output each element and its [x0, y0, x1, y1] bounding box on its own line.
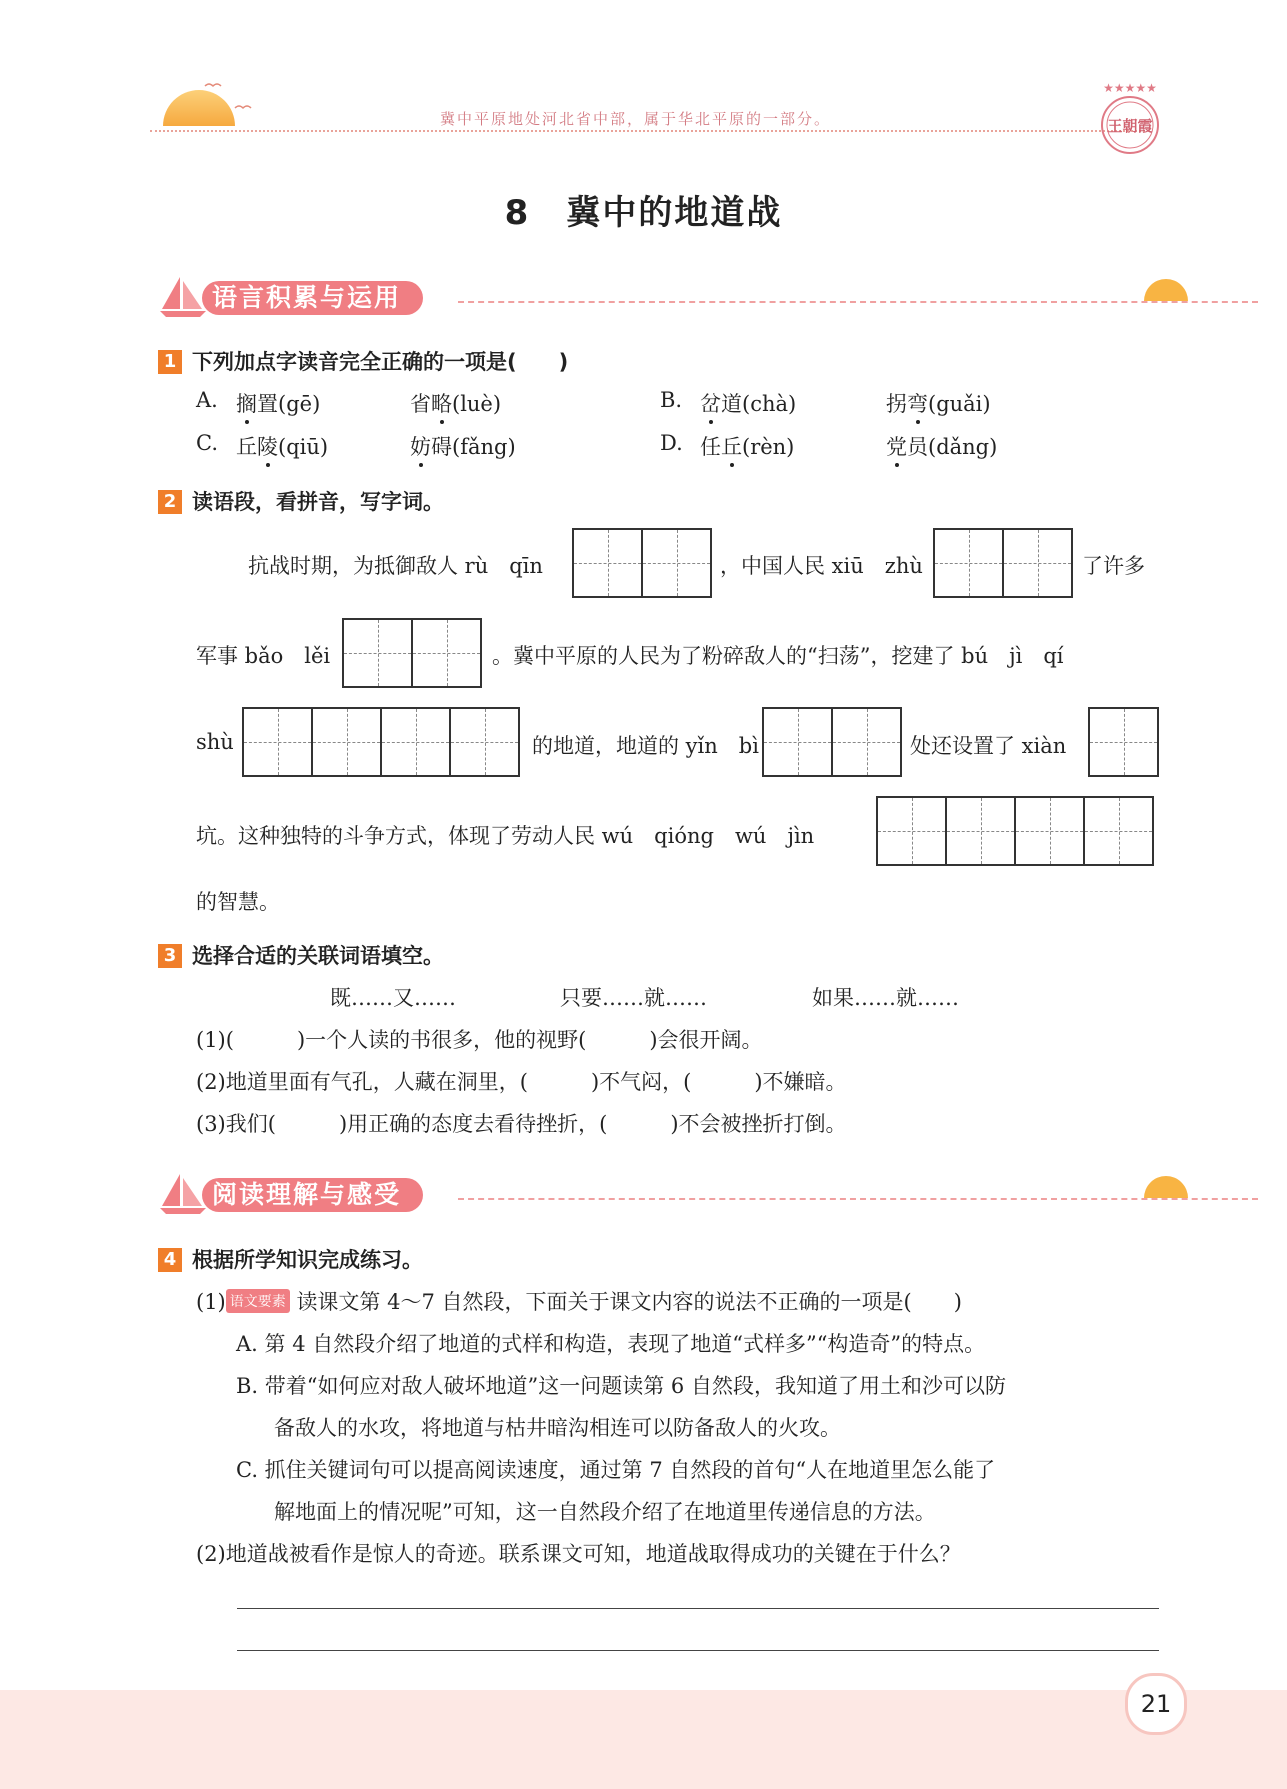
answer-cell[interactable] — [762, 707, 833, 777]
q4-part2: (2)地道战被看作是惊人的奇迹。联系课文可知，地道战取得成功的关键在于什么？ — [196, 1542, 961, 1566]
answer-cell[interactable] — [342, 618, 413, 688]
q1-option-b-label: B. — [660, 388, 683, 412]
answer-cell[interactable] — [1083, 796, 1154, 866]
q3-item-3: (3)我们( )用正确的态度去看待挫折，( )不会被挫折打倒。 — [196, 1112, 847, 1136]
answer-grid-xiuzhu[interactable] — [933, 528, 1073, 598]
svg-text:★★★★★: ★★★★★ — [1103, 81, 1157, 95]
q1-option-d-label: D. — [660, 431, 683, 455]
q1-option-b-word2: 拐弯(guǎi) — [886, 392, 991, 416]
answer-cell[interactable] — [242, 707, 313, 777]
q2-heading — [158, 486, 444, 516]
answer-cell[interactable] — [1088, 707, 1159, 777]
q4-part1-text: 读课文第 4～7 自然段，下面关于课文内容的说法不正确的一项是( ) — [296, 1290, 962, 1314]
q4-option-b-line2: 备敌人的水攻，将地道与枯井暗沟相连可以防备敌人的火攻。 — [274, 1416, 841, 1440]
answer-cell[interactable] — [1002, 528, 1073, 598]
q1-option-a-label: A. — [196, 388, 218, 412]
answer-cell[interactable] — [831, 707, 902, 777]
q2-line1-text-b: ，中国人民 xiū zhù — [720, 554, 923, 578]
q3-prompt: 选择合适的关联词语填空。 — [192, 944, 444, 968]
q1-number: 1 — [158, 350, 182, 374]
sailboat-icon — [158, 1172, 208, 1216]
section-banner-2 — [158, 1172, 1158, 1220]
q3-item-1: (1)( )一个人读的书很多，他的视野( )会很开阔。 — [196, 1028, 763, 1052]
page-title: 8 冀中的地道战 — [504, 193, 783, 233]
q4-option-c-line2: 解地面上的情况呢”可知，这一自然段介绍了在地道里传递信息的方法。 — [274, 1500, 936, 1524]
q1-option-c-word1: 丘陵(qiū) — [236, 435, 329, 459]
footer-band — [0, 1690, 1287, 1789]
q4-option-c-line1: C. 抓住关键词句可以提高阅读速度，通过第 7 自然段的首句“人在地道里怎么能了 — [236, 1458, 996, 1482]
q1-prompt: 下列加点字读音完全正确的一项是( ) — [192, 350, 569, 374]
q2-number: 2 — [158, 490, 182, 514]
answer-cell[interactable] — [1014, 796, 1085, 866]
answer-cell[interactable] — [311, 707, 382, 777]
yuwen-yaosu-badge: 语文要素 — [226, 1289, 290, 1313]
q2-line4-text-a: 坑。这种独特的斗争方式，体现了劳动人民 wú qióng wú jìn — [196, 824, 815, 848]
q2-line3-text-b: 的地道，地道的 yǐn bì — [532, 734, 759, 758]
section-title: 语言积累与运用 — [202, 281, 423, 315]
answer-grid-baolei[interactable] — [342, 618, 482, 688]
section-banner-1 — [158, 275, 1158, 323]
q3-number: 3 — [158, 944, 182, 968]
answer-cell[interactable] — [380, 707, 451, 777]
q4-number: 4 — [158, 1248, 182, 1272]
q3-option-2: 只要……就…… — [560, 986, 707, 1010]
sun-icon — [1144, 1176, 1188, 1198]
q2-line1-text-c: 了许多 — [1082, 554, 1145, 578]
q4-part1-label: (1) — [196, 1290, 226, 1314]
answer-grid-xian[interactable] — [1088, 707, 1159, 777]
svg-text:王朝霞: 王朝霞 — [1107, 117, 1153, 135]
q1-option-b-word1: 岔道(chà) — [700, 392, 797, 416]
q1-option-d-word1: 任丘(rèn) — [700, 435, 795, 459]
header-dotted-line — [150, 130, 1145, 132]
sailboat-icon — [158, 275, 208, 319]
answer-grid-wuqiongwujin[interactable] — [876, 796, 1154, 866]
q1-option-d-word2: 党员(dǎng) — [886, 435, 998, 459]
q4-prompt: 根据所学知识完成练习。 — [192, 1248, 423, 1272]
q2-prompt: 读语段，看拼音，写字词。 — [192, 490, 444, 514]
answer-cell[interactable] — [449, 707, 520, 777]
answer-grid-bujiqishu[interactable] — [242, 707, 520, 777]
sun-icon — [1144, 279, 1188, 301]
q3-option-3: 如果……就…… — [812, 986, 959, 1010]
page-number: 21 — [1125, 1673, 1187, 1735]
q1-option-a-word1: 搁置(gē) — [236, 392, 321, 416]
q1-option-c-label: C. — [196, 431, 218, 455]
q2-line3-text-a: shù — [196, 730, 234, 754]
q4-option-a: A. 第 4 自然段介绍了地道的式样和构造，表现了地道“式样多”“构造奇”的特点。 — [236, 1332, 986, 1356]
answer-cell[interactable] — [876, 796, 947, 866]
q3-item-2: (2)地道里面有气孔，人藏在洞里，( )不气闷，( )不嫌暗。 — [196, 1070, 847, 1094]
q4-heading — [158, 1244, 423, 1274]
author-stamp-icon — [1095, 80, 1165, 158]
q2-line3-text-c: 处还设置了 xiàn — [910, 734, 1067, 758]
q2-line1-text-a: 抗战时期，为抵御敌人 rù qīn — [248, 554, 543, 578]
q1-heading — [158, 346, 568, 376]
answer-cell[interactable] — [933, 528, 1004, 598]
q1-option-c-word2: 妨碍(fǎng) — [410, 435, 516, 459]
answer-cell[interactable] — [411, 618, 482, 688]
q3-option-1: 既……又…… — [330, 986, 456, 1010]
answer-cell[interactable] — [945, 796, 1016, 866]
answer-grid-ruqin[interactable] — [572, 528, 712, 598]
answer-grid-yinbi[interactable] — [762, 707, 902, 777]
bird-icons — [195, 78, 255, 128]
q1-option-a-word2: 省略(luè) — [410, 392, 502, 416]
answer-cell[interactable] — [572, 528, 643, 598]
section-title: 阅读理解与感受 — [202, 1178, 423, 1212]
q4-part1 — [196, 1286, 962, 1316]
section-dash — [458, 1198, 1258, 1200]
answer-line[interactable] — [237, 1608, 1159, 1609]
q4-option-b-line1: B. 带着“如何应对敌人破坏地道”这一问题读第 6 自然段，我知道了用土和沙可以防 — [236, 1374, 1006, 1398]
header-tagline: 冀中平原地处河北省中部，属于华北平原的一部分。 — [440, 110, 832, 128]
q2-line2-text-a: 军事 bǎo lěi — [196, 644, 331, 668]
answer-line[interactable] — [237, 1650, 1159, 1651]
section-dash — [458, 301, 1258, 303]
q3-heading — [158, 940, 444, 970]
q2-line5-text: 的智慧。 — [196, 890, 280, 914]
answer-cell[interactable] — [641, 528, 712, 598]
q2-line2-text-b: 。冀中平原的人民为了粉碎敌人的“扫荡”，挖建了 bú jì qí — [492, 644, 1064, 668]
